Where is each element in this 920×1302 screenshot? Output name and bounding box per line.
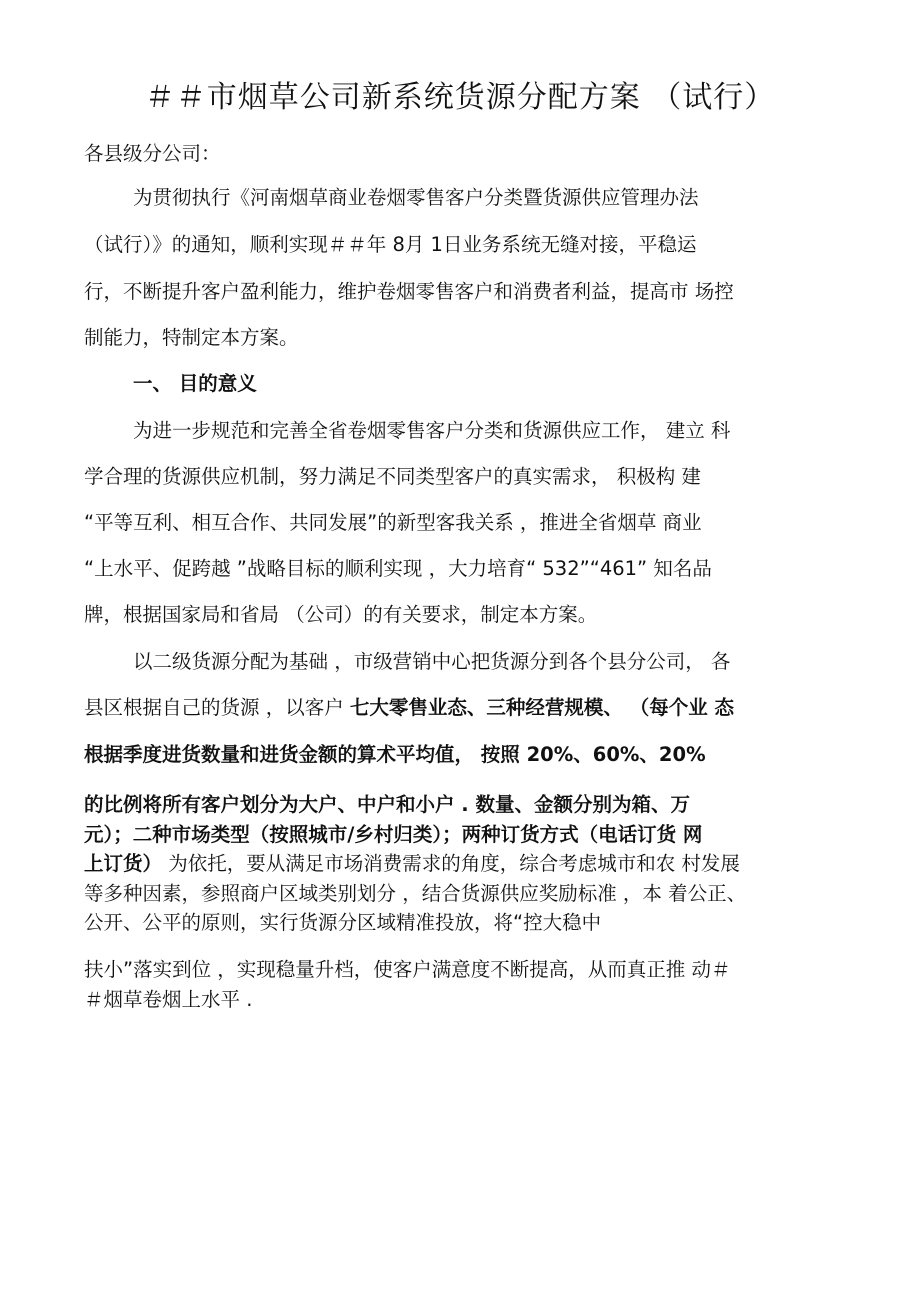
para3-line: 的比例将所有客户划分为大户、中户和小户 . 数量、金额分别为箱、万	[84, 793, 690, 816]
para1-line: 行，不断提升客户盈利能力，维护卷烟零售客户和消费者利益，提高市 场控	[84, 280, 734, 303]
salutation: 各县级分公司：	[84, 142, 221, 165]
section-heading: 一、 目的意义	[133, 372, 257, 395]
para3-line: 以二级货源分配为基础 ，市级营销中心把货源分到各个县分公司， 各	[133, 650, 731, 673]
para3-line	[84, 852, 854, 875]
para3-line: 等多种因素，参照商户区域类别划分 ，结合货源供应奖励标准 ，本 着公正、	[84, 882, 747, 905]
para1-line: 为贯彻执行《河南烟草商业卷烟零售客户分类暨货源供应管理办法	[133, 186, 699, 209]
para2-line: “上水平、促跨越 ”战略目标的顺利实现 ，大力培育“ 532”“461” 知名品	[84, 557, 712, 580]
para3-text: 县区根据自己的货源 ，以客户	[84, 696, 350, 719]
para2-line: 学合理的货源供应机制，努力满足不同类型客户的真实需求， 积极构 建	[84, 465, 701, 488]
para2-line: 为进一步规范和完善全省卷烟零售客户分类和货源供应工作， 建立 科	[133, 419, 731, 442]
page-title: ＃＃市烟草公司新系统货源分配方案 （试行）	[144, 80, 776, 115]
para3-line: 公开、公平的原则，实行货源分区域精准投放，将“控大稳中	[84, 911, 602, 934]
para1-line: 制能力，特制定本方案。	[84, 326, 299, 349]
para1-line: （试行）》的通知，顺利实现＃＃年 8月 1日业务系统无缝对接，平稳运	[84, 233, 697, 256]
para3-line: 元）；二种市场类型（按照城市/乡村归类）；两种订货方式（电话订货 网	[84, 823, 703, 846]
para3-line: 根据季度进货数量和进货金额的算术平均值， 按照 20%、60%、20%	[84, 743, 706, 766]
para3-emphasis: 上订货）	[84, 852, 163, 875]
para3-emphasis: 七大零售业态、三种经营规模、 （每个业 态	[349, 696, 734, 719]
para2-line: “平等互利、相互合作、共同发展”的新型客我关系 ，推进全省烟草 商业	[84, 511, 702, 534]
para3-text: 为依托，要从满足市场消费需求的角度，综合考虑城市和农 村发展	[162, 852, 740, 875]
para3-line	[84, 696, 854, 719]
para3-line: ＃烟草卷烟上水平 .	[84, 988, 253, 1011]
para2-line: 牌，根据国家局和省局 （公司）的有关要求，制定本方案。	[84, 603, 598, 626]
para3-line: 扶小”落实到位 ，实现稳量升档，使客户满意度不断提高，从而真正推 动＃	[84, 958, 731, 981]
